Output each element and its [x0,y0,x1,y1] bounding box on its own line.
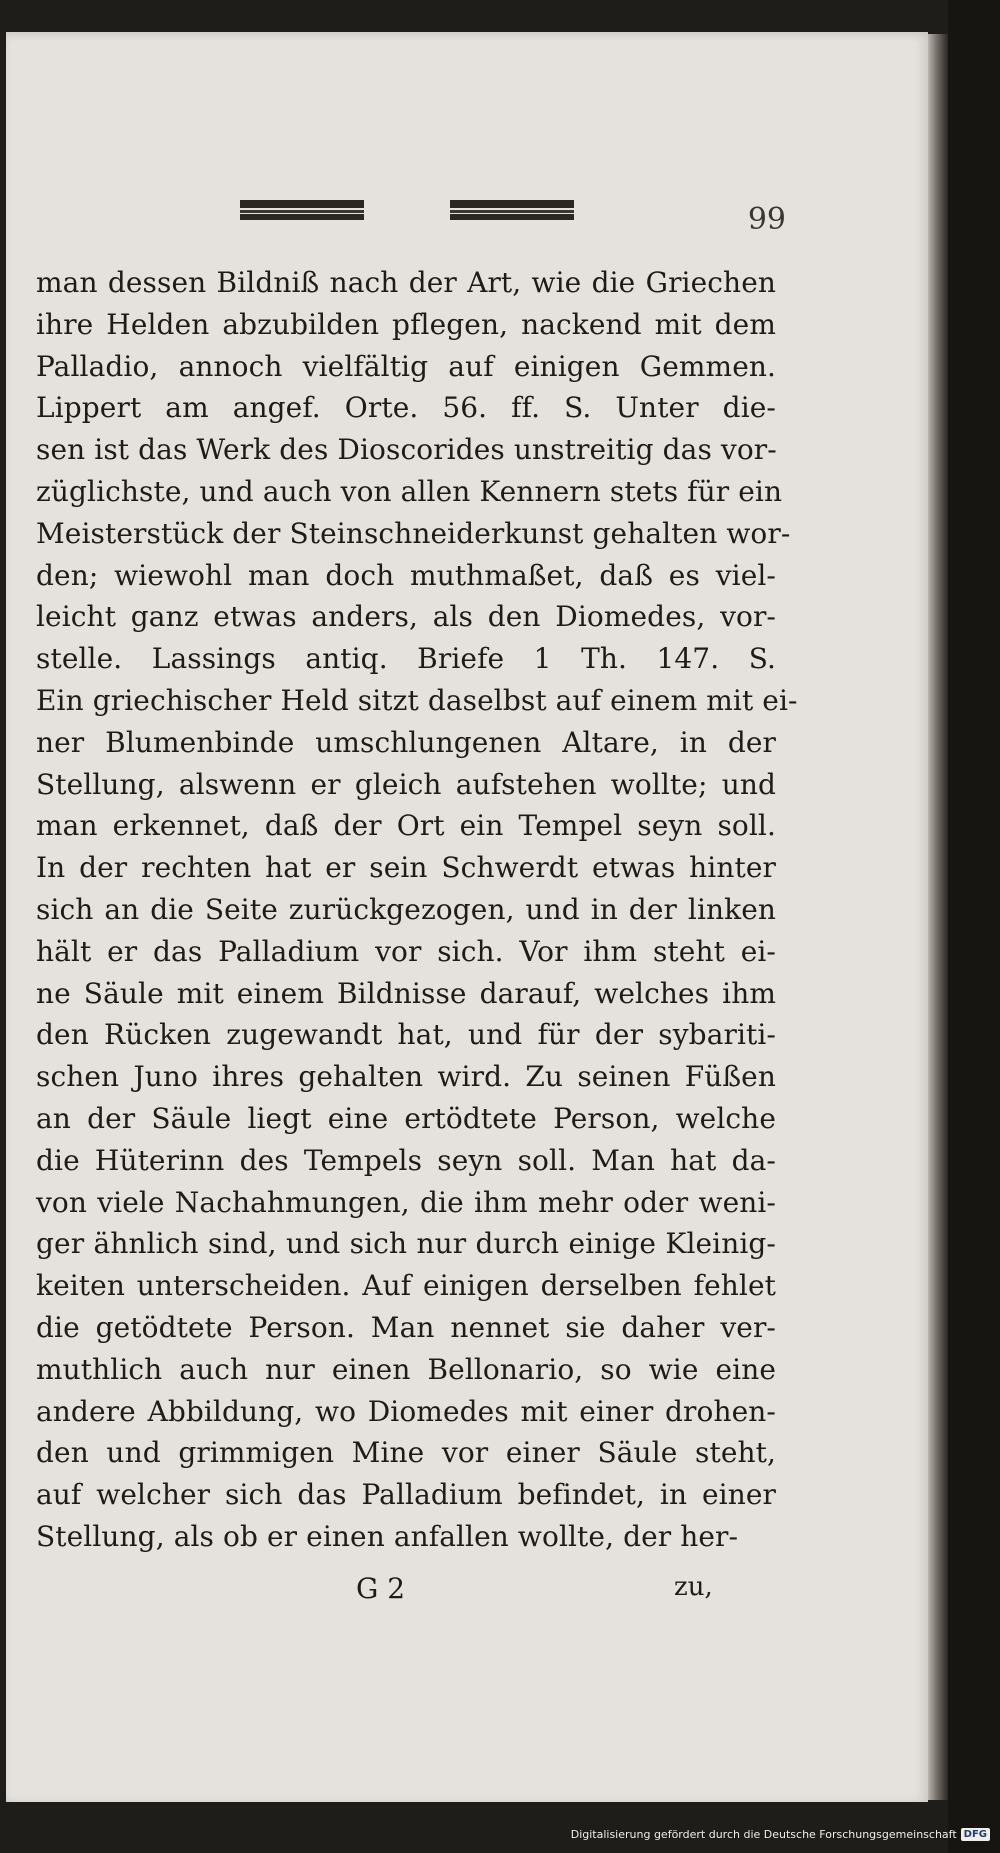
text-line: stelle. Lassings antiq. Briefe 1 Th. 147. S. [36,642,776,676]
body-text [36,262,798,1558]
text-line: muthlich auch nur einen Bellonario, so wie eine [36,1352,776,1386]
text-line: Meisterstück der Steinschneiderkunst gehalten wor- [36,516,791,550]
page-number: 99 [747,202,786,237]
text-line: Palladio, annoch vielfältig auf einigen Gemmen. [36,349,776,383]
signature-mark: G 2 [356,1572,406,1605]
digitization-credit [571,1828,990,1841]
text-line: schen Juno ihres gehalten wird. Zu seinen Füßen [36,1060,776,1094]
page-edge [928,34,948,1800]
text-line: Stellung, alswenn er gleich aufstehen wollte; und [36,767,776,801]
text-line: den Rücken zugewandt hat, und für der sybariti- [36,1018,776,1052]
text-line: sen ist das Werk des Dioscorides unstreitig das vor- [36,433,777,467]
catchword: zu, [674,1572,713,1602]
dfg-logo: DFG [961,1828,990,1841]
credit-text: Digitalisierung gefördert durch die Deutsche Forschungsgemeinschaft [570,1828,957,1841]
text-line: den und grimmigen Mine vor einer Säule steht, [36,1436,776,1470]
text-line: auf welcher sich das Palladium befindet, in einer [36,1478,776,1512]
text-line: man erkennet, daß der Ort ein Tempel seyn soll. [36,809,776,843]
text-line: Lippert am angef. Orte. 56. ff. S. Unter die- [36,391,776,425]
text-line: an der Säule liegt eine ertödtete Person, welche [36,1101,776,1135]
header-ornament-left [240,200,364,220]
text-line: Ein griechischer Held sitzt daselbst auf einem mit ei- [36,683,798,717]
text-line: die Hüterinn des Tempels seyn soll. Man hat da- [36,1143,776,1177]
text-line: hält er das Palladium vor sich. Vor ihm steht ei- [36,934,776,968]
text-line: ihre Helden abzubilden pflegen, nackend mit dem [36,307,776,341]
text-line: züglichste, und auch von allen Kennern stets für ein [36,474,783,508]
book-page [6,32,928,1802]
text-line: ne Säule mit einem Bildnisse darauf, welches ihm [36,976,776,1010]
text-line: den; wiewohl man doch muthmaßet, daß es viel- [36,558,776,592]
text-line: ner Blumenbinde umschlungenen Altare, in der [36,725,776,759]
text-line: von viele Nachahmungen, die ihm mehr oder weni- [36,1185,776,1219]
text-line: sich an die Seite zurückgezogen, und in der linken [36,892,776,926]
header-ornament-right [450,200,574,220]
text-line: andere Abbildung, wo Diomedes mit einer drohen- [36,1394,776,1428]
text-line: keiten unterscheiden. Auf einigen derselben fehlet [36,1269,776,1303]
text-line: die getödtete Person. Man nennet sie daher ver- [36,1310,776,1344]
text-line: In der rechten hat er sein Schwerdt etwas hinter [36,851,776,885]
text-line: ger ähnlich sind, und sich nur durch einige Kleinig- [36,1227,776,1261]
text-line: man dessen Bildniß nach der Art, wie die Griechen [36,266,776,299]
text-line: leicht ganz etwas anders, als den Diomedes, vor- [36,600,776,634]
text-line: Stellung, als ob er einen anfallen wollte, der her- [36,1519,739,1553]
scanner-margin [948,0,1000,1853]
